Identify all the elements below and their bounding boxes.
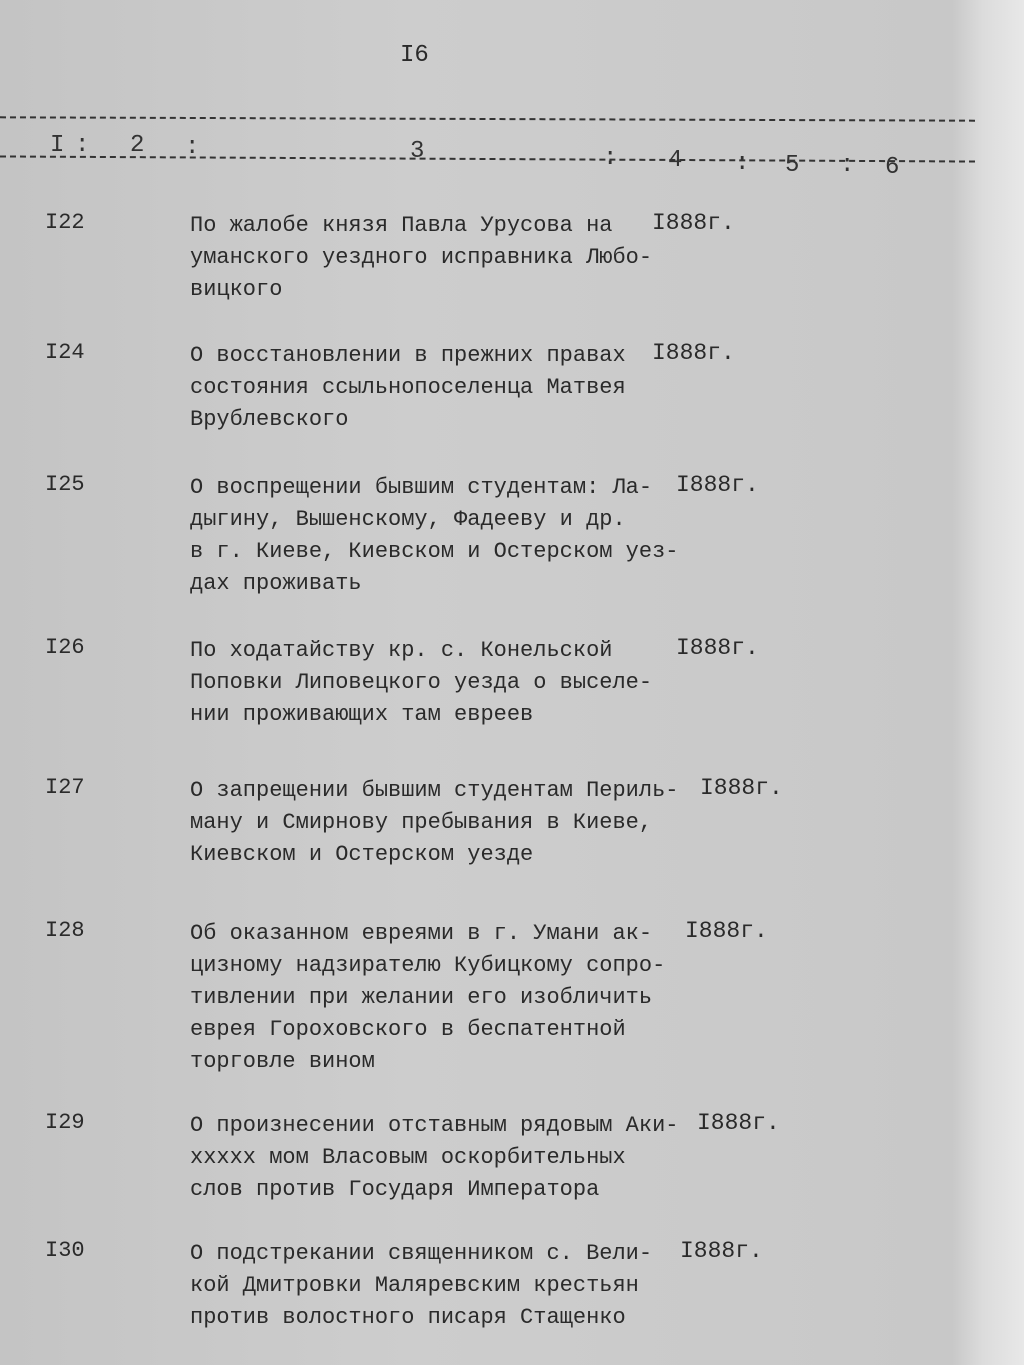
entry-description <box>190 340 626 436</box>
entry-year: I888г. <box>685 918 768 944</box>
entry-number: I26 <box>45 635 85 660</box>
page-number: I6 <box>400 42 429 69</box>
column-header-4: 4 <box>668 147 683 174</box>
column-header-2: 2 <box>130 132 145 159</box>
description-line: вицкого <box>190 277 283 302</box>
entry-number: I24 <box>45 340 85 365</box>
description-line: нии проживающих там евреев <box>190 702 534 727</box>
column-separator: : <box>735 150 750 177</box>
entry-description <box>190 1110 678 1206</box>
description-line: дыгину, Вышенскому, Фадееву и др. <box>190 507 626 532</box>
entry-description <box>190 472 678 600</box>
entry-year: I888г. <box>652 210 735 236</box>
column-header-5: 5 <box>785 152 800 179</box>
description-line: Об оказанном евреями в г. Умани ак- <box>190 921 653 946</box>
column-header-3: 3 <box>410 138 425 165</box>
column-separator: : <box>603 145 618 172</box>
entry-description <box>190 1238 652 1334</box>
entry-year: I888г. <box>652 340 735 366</box>
description-line: торговле вином <box>190 1049 375 1074</box>
column-separator: : <box>185 134 200 161</box>
column-separator: : <box>840 152 855 179</box>
description-line: О воспрещении бывшим студентам: Ла- <box>190 475 653 500</box>
entry-year: I888г. <box>700 775 783 801</box>
description-line: ххххх мом Власовым оскорбительных <box>190 1145 626 1170</box>
description-line: О запрещении бывшим студентам Периль- <box>190 778 679 803</box>
description-line: против волостного писаря Стащенко <box>190 1305 626 1330</box>
column-header-1: I <box>50 132 65 159</box>
column-separator: : <box>75 132 90 159</box>
description-line: цизному надзирателю Кубицкому сопро- <box>190 953 666 978</box>
header-bottom-rule <box>0 155 975 162</box>
entry-description <box>190 210 652 306</box>
entry-description <box>190 775 678 871</box>
description-line: По ходатайству кр. с. Конельской <box>190 638 613 663</box>
column-header-6: 6 <box>885 154 900 181</box>
description-line: дах проживать <box>190 571 362 596</box>
description-line: ману и Смирнову пребывания в Киеве, <box>190 810 653 835</box>
description-line: состояния ссыльнопоселенца Матвея <box>190 375 626 400</box>
description-line: кой Дмитровки Маляревским крестьян <box>190 1273 639 1298</box>
entry-year: I888г. <box>676 472 759 498</box>
description-line: О подстрекании священником с. Вели- <box>190 1241 653 1266</box>
description-line: Поповки Липовецкого уезда о выселе- <box>190 670 653 695</box>
description-line: Киевском и Остерском уезде <box>190 842 534 867</box>
entry-number: I25 <box>45 472 85 497</box>
description-line: уманского уездного исправника Любо- <box>190 245 653 270</box>
entry-number: I27 <box>45 775 85 800</box>
entry-number: I30 <box>45 1238 85 1263</box>
header-top-rule <box>0 116 975 121</box>
entry-number: I22 <box>45 210 85 235</box>
description-line: По жалобе князя Павла Урусова на <box>190 213 613 238</box>
description-line: О произнесении отставным рядовым Аки- <box>190 1113 679 1138</box>
description-line: слов против Государя Императора <box>190 1177 600 1202</box>
description-line: О восстановлении в прежних правах <box>190 343 626 368</box>
entry-number: I28 <box>45 918 85 943</box>
entry-year: I888г. <box>697 1110 780 1136</box>
entry-year: I888г. <box>680 1238 763 1264</box>
entry-description <box>190 918 665 1078</box>
entry-number: I29 <box>45 1110 85 1135</box>
description-line: Врублевского <box>190 407 349 432</box>
description-line: еврея Гороховского в беспатентной <box>190 1017 626 1042</box>
entry-description <box>190 635 652 731</box>
description-line: в г. Киеве, Киевском и Остерском уез- <box>190 539 679 564</box>
description-line: тивлении при желании его изобличить <box>190 985 653 1010</box>
entry-year: I888г. <box>676 635 759 661</box>
